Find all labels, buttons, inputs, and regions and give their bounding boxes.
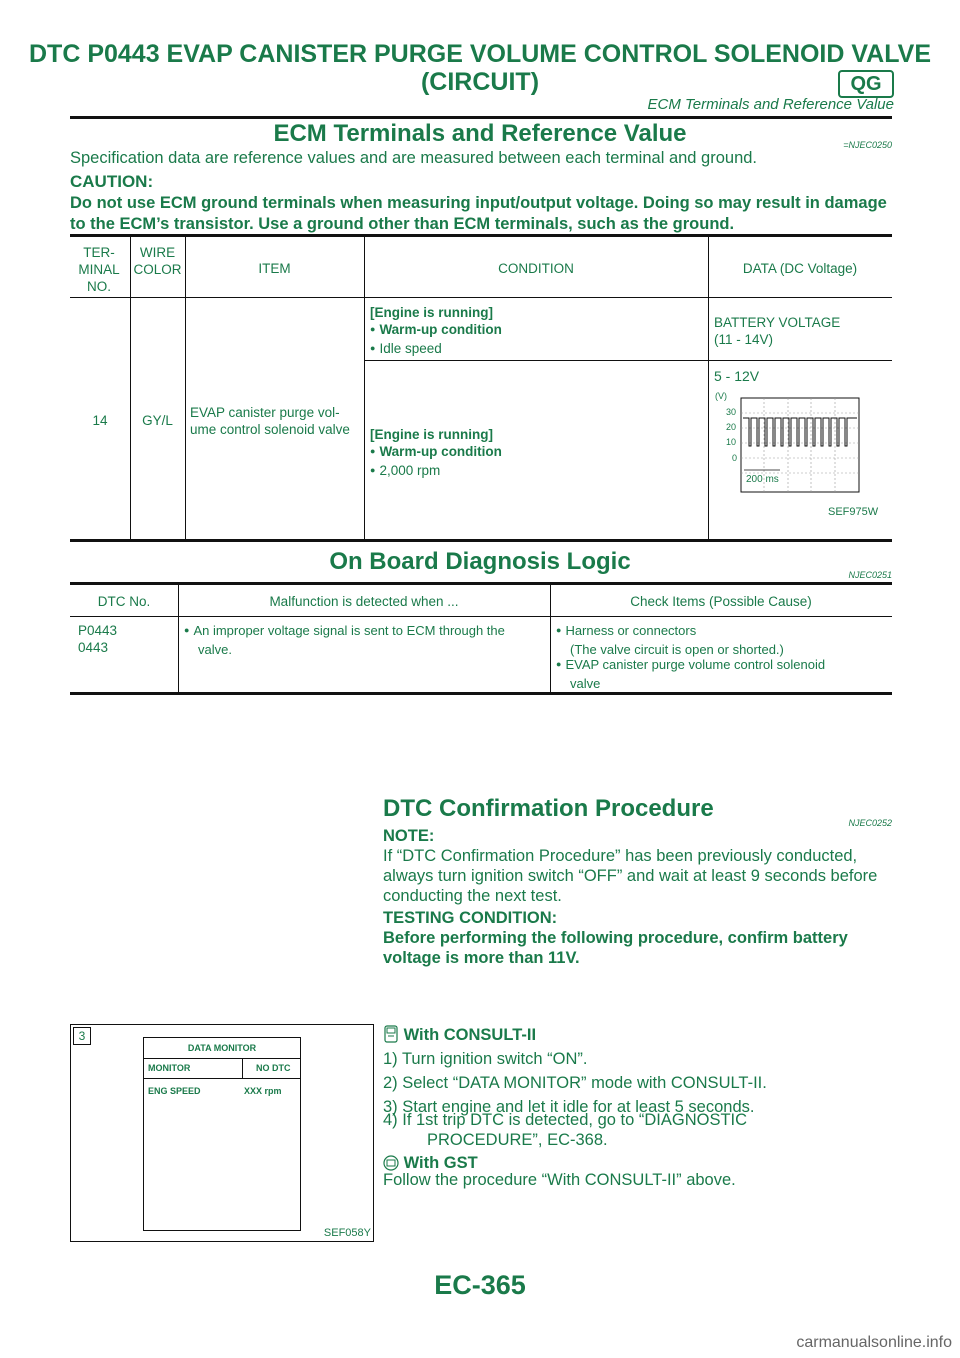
check-item: [556, 656, 902, 692]
waveform-tick: 20: [726, 422, 737, 432]
data-idle: BATTERY VOLTAGE (11 - 14V): [714, 315, 841, 347]
item-text: EVAP canister purge vol- ume control solenoid valve: [190, 405, 350, 437]
gst-text: Follow the procedure “With CONSULT-II” above.: [383, 1171, 736, 1189]
step-1: 1) Turn ignition switch “ON”.: [383, 1050, 588, 1068]
panel-col-nodtc: NO DTC: [256, 1063, 291, 1073]
header-rule: [70, 116, 892, 119]
step-3: 3) Start engine and let it idle for at least 5 seconds.: [383, 1098, 755, 1116]
waveform-tick: 0: [732, 453, 738, 463]
panel-col-monitor: MONITOR: [148, 1063, 191, 1073]
obd-header-dtc: DTC No.: [97, 594, 151, 609]
table-rule: [70, 297, 892, 298]
table-rule: [70, 616, 892, 617]
page-header: [0, 40, 960, 96]
obd-logic-table: [70, 582, 892, 694]
waveform-tick: 30: [726, 407, 737, 417]
header-title-line1: DTC P0443 EVAP CANISTER PURGE VOLUME CONTROL SOLENOID VALVE: [29, 40, 931, 68]
step-2: 2) Select “DATA MONITOR” mode with CONSULT-II.: [383, 1074, 767, 1092]
condition-bullet: ● Idle speed: [370, 341, 442, 356]
figure-number: 3: [73, 1027, 91, 1045]
consult-heading: With CONSULT-II: [403, 1026, 537, 1044]
section-title-obd: On Board Diagnosis Logic: [329, 548, 631, 575]
table-rule: [70, 692, 892, 695]
caution-heading: CAUTION:: [70, 172, 154, 191]
waveform-trace: [743, 418, 857, 446]
obd-header-malfunction: Malfunction is detected when ...: [269, 594, 459, 609]
panel-col-divider: [242, 1058, 243, 1078]
header-data: DATA (DC Voltage): [742, 261, 858, 276]
consult-heading-row: [383, 1025, 892, 1045]
consult-tool-icon: [383, 1025, 399, 1043]
check-item: [556, 622, 902, 658]
voltage-waveform: [706, 390, 866, 500]
condition-bullet: ● Warm-up condition: [370, 322, 502, 337]
header-subtitle: ECM Terminals and Reference Value: [647, 96, 894, 113]
step-4: 4) If 1st trip DTC is detected, go to “DIAGNOSTIC: [383, 1111, 748, 1129]
header-terminal: TER- MINAL NO.: [78, 245, 120, 294]
header-condition: CONDITION: [498, 261, 574, 276]
header-wire-color: WIRE COLOR: [133, 245, 182, 277]
table-divider: [130, 234, 131, 540]
section-title-dtc-confirmation: DTC Confirmation Procedure: [383, 795, 714, 822]
condition-2000rpm: [370, 426, 706, 481]
note-text: If “DTC Confirmation Procedure” has been previously conducted, always turn ignition switch “OFF” and wait at least 9 seconds before conducting the next test.: [383, 847, 878, 905]
section-code-obd: NJEC0251: [848, 570, 892, 580]
malfunction-bullet: ● An improper voltage signal is sent to ECM through the valve.: [184, 623, 505, 657]
table-rule: [364, 360, 892, 361]
data-monitor-panel: [143, 1037, 301, 1231]
table-divider: [364, 234, 365, 540]
panel-row-label: ENG SPEED: [148, 1086, 201, 1096]
watermark: carmanualsonline.info: [796, 1334, 952, 1351]
testing-text: Before performing the following procedure, confirm battery voltage is more than 11V.: [383, 929, 848, 967]
condition-bullet: ● 2,000 rpm: [370, 463, 440, 478]
data-monitor-figure: [70, 1024, 374, 1242]
table-rule: [70, 234, 892, 237]
waveform-unit: (V): [715, 391, 727, 401]
gst-heading: With GST: [403, 1154, 478, 1172]
terminal-number: 14: [92, 413, 108, 428]
qg-badge: QG: [838, 70, 894, 98]
malfunction-text: [184, 622, 560, 658]
condition-head: [Engine is running]: [370, 427, 493, 442]
section-title-ecm: ECM Terminals and Reference Value: [273, 120, 687, 147]
caution-text: Do not use ECM ground terminals when measuring input/output voltage. Doing so may result in damage to the ECM’s transistor. Use a ground other than ECM terminals, such as the ground.: [70, 194, 887, 233]
figure-code: SEF058Y: [323, 1227, 371, 1239]
wire-color: GY/L: [142, 413, 173, 428]
waveform-figure-code: SEF975W: [828, 506, 879, 518]
obd-header-check-items: Check Items (Possible Cause): [630, 594, 812, 609]
check-item-bullet: ● EVAP canister purge volume control solenoid valve: [556, 657, 825, 691]
dtc-number: P0443 0443: [78, 623, 118, 655]
testing-heading: TESTING CONDITION:: [383, 909, 558, 927]
waveform-tick: 10: [726, 437, 737, 447]
step-4-cont: PROCEDURE”, EC-368.: [427, 1131, 608, 1149]
header-item: ITEM: [258, 261, 291, 276]
table-divider: [185, 234, 186, 540]
table-rule: [70, 582, 892, 585]
table-rule: [70, 539, 892, 542]
condition-idle: [370, 304, 706, 359]
intro-text: Specification data are reference values and are measured between each terminal and ground.: [70, 149, 758, 167]
section-code-dtc-confirmation: NJEC0252: [848, 818, 892, 828]
page-number: EC-365: [434, 1270, 526, 1300]
condition-head: [Engine is running]: [370, 305, 493, 320]
waveform-time: 200 ms: [746, 474, 779, 485]
panel-row-value: XXX rpm: [244, 1086, 282, 1096]
panel-title: DATA MONITOR: [144, 1038, 300, 1059]
section-code-ecm: =NJEC0250: [843, 140, 892, 150]
condition-bullet: ● Warm-up condition: [370, 444, 502, 459]
note-heading: NOTE:: [383, 827, 435, 845]
header-title-line2: (CIRCUIT): [420, 68, 540, 96]
gst-tool-icon: [383, 1155, 399, 1171]
check-item-bullet: ● Harness or connectors (The valve circuit is open or shorted.): [556, 623, 784, 657]
panel-column-headers: [144, 1058, 300, 1079]
data-2000rpm: 5 - 12V: [714, 368, 760, 384]
